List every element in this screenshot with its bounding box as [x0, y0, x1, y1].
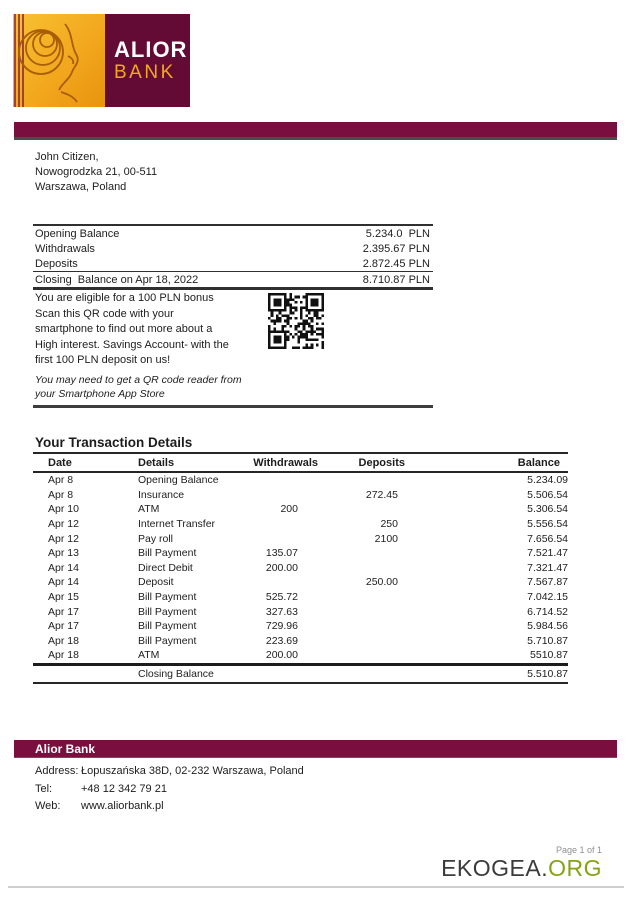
summary-label: Deposits — [35, 257, 78, 270]
cell-date: Apr 18 — [48, 634, 79, 647]
promo-note-line: You may need to get a QR code reader from — [35, 374, 242, 386]
table-row — [33, 634, 568, 649]
alior-bank-logo — [13, 14, 190, 107]
cell-balance: 6.714.52 — [527, 605, 568, 618]
summary-value: 2.872.45 PLN — [362, 257, 430, 270]
footer-row — [35, 798, 304, 816]
column-header-balance: Balance — [517, 456, 560, 469]
summary-label: Opening Balance — [35, 227, 120, 240]
footer-row — [35, 763, 304, 781]
table-row — [33, 604, 568, 619]
ekogea-brand[interactable] — [441, 856, 602, 881]
cell-details: Bill Payment — [138, 605, 197, 618]
address-line: Nowogrodzka 21, 00-511 — [35, 166, 158, 178]
closing-balance-value: 5.510.87 — [527, 667, 568, 680]
column-header-deposits: Deposits — [358, 456, 405, 469]
footer-row — [35, 781, 304, 799]
table-row — [33, 473, 568, 488]
promo-text-line: Scan this QR code with your — [35, 307, 174, 320]
cell-details: Pay roll — [138, 532, 174, 545]
cell-details: Insurance — [138, 488, 185, 501]
brand-dark-part: EKOGEA. — [441, 855, 549, 881]
summary-row — [33, 256, 433, 271]
summary-label: Withdrawals — [35, 242, 95, 255]
summary-value: 8.710.87 PLN — [362, 273, 430, 286]
cell-date: Apr 18 — [48, 649, 79, 662]
column-header-withdrawals: Withdrawals — [253, 456, 318, 469]
logo-wordmark — [105, 14, 190, 107]
promo-text-line: High interest. Savings Account- with the — [35, 338, 229, 351]
footer-label: Web: — [35, 800, 61, 812]
cell-balance: 7.042.15 — [527, 591, 568, 604]
cell-balance: 5.306.54 — [527, 503, 568, 516]
cell-balance: 5.234.09 — [527, 474, 568, 487]
cell-balance: 5.556.54 — [527, 518, 568, 531]
cell-date: Apr 12 — [48, 518, 79, 531]
summary-label: Closing Balance on Apr 18, 2022 — [35, 273, 199, 286]
balance-summary-table — [33, 224, 433, 290]
table-row — [33, 517, 568, 532]
footer-label: Tel: — [35, 782, 53, 795]
alior-logo-figure-icon — [13, 14, 105, 107]
cell-balance: 5.984.56 — [527, 620, 568, 633]
footer-bank-bar: Alior Bank — [14, 740, 617, 758]
summary-value: 5.234.0 PLN — [365, 227, 430, 240]
cell-details: ATM — [138, 649, 160, 662]
transactions-title: Your Transaction Details — [35, 435, 193, 450]
cell-balance: 7.656.54 — [527, 532, 568, 545]
table-row — [33, 561, 568, 576]
cell-details: Internet Transfer — [138, 518, 216, 531]
summary-value: 2.395.67 PLN — [362, 242, 430, 255]
footer-contact-info — [35, 763, 304, 816]
closing-balance-row — [33, 663, 568, 684]
table-row — [33, 575, 568, 590]
cell-details: Bill Payment — [138, 591, 197, 604]
cell-balance: 5.710.87 — [527, 634, 568, 647]
cell-details: Opening Balance — [138, 474, 219, 487]
cell-balance: 5510.87 — [530, 649, 568, 662]
cell-details: ATM — [138, 503, 160, 516]
cell-details: Direct Debit — [138, 561, 193, 574]
promo-note-line: your Smartphone App Store — [35, 388, 165, 400]
cell-balance: 5.506.54 — [527, 488, 568, 501]
table-row — [33, 531, 568, 546]
column-header-details: Details — [138, 456, 175, 469]
cell-date: Apr 12 — [48, 532, 79, 545]
table-row — [33, 488, 568, 503]
recipient-address — [35, 150, 157, 195]
footer-label: Address: — [35, 765, 79, 777]
cell-date: Apr 15 — [48, 591, 79, 604]
transactions-header-row — [33, 452, 568, 473]
cell-details: Bill Payment — [138, 620, 197, 633]
cell-balance: 7.321.47 — [527, 561, 568, 574]
footer-value[interactable]: www.aliorbank.pl — [81, 800, 164, 812]
cell-date: Apr 17 — [48, 620, 79, 633]
cell-date: Apr 17 — [48, 605, 79, 618]
footer-value[interactable]: Łopuszańska 38D, 02-232 Warszawa, Poland — [81, 765, 304, 777]
cell-deposits: 250.00 — [365, 576, 398, 589]
cell-details: Bill Payment — [138, 547, 197, 560]
cell-withdrawals: 223.69 — [265, 634, 298, 647]
address-line: Warszawa, Poland — [35, 181, 127, 193]
table-row — [33, 619, 568, 634]
table-row — [33, 648, 568, 663]
cell-withdrawals: 327.63 — [265, 605, 298, 618]
cell-withdrawals: 200.00 — [265, 561, 298, 574]
summary-row — [33, 226, 433, 241]
transactions-body — [33, 473, 568, 663]
cell-withdrawals: 729.96 — [265, 620, 298, 633]
qr-code — [268, 293, 324, 349]
transactions-table — [33, 452, 568, 684]
column-header-date: Date — [48, 456, 72, 469]
summary-row — [33, 241, 433, 256]
table-row — [33, 590, 568, 605]
cell-deposits: 250 — [380, 518, 398, 531]
cell-date: Apr 8 — [48, 474, 74, 487]
summary-row — [33, 271, 433, 287]
page-number: Page 1 of 1 — [555, 845, 602, 855]
cell-withdrawals: 525.72 — [265, 591, 298, 604]
cell-withdrawals: 200.00 — [265, 649, 298, 662]
promo-text-line: You are eligible for a 100 PLN bonus — [35, 292, 214, 304]
logo-alior-text: ALIOR — [114, 37, 188, 62]
cell-date: Apr 14 — [48, 576, 79, 589]
footer-value[interactable]: +48 12 342 79 21 — [81, 782, 167, 795]
cell-date: Apr 14 — [48, 561, 79, 574]
cell-date: Apr 8 — [48, 488, 74, 501]
table-row — [33, 546, 568, 561]
table-row — [33, 502, 568, 517]
closing-balance-label: Closing Balance — [138, 667, 214, 680]
promo-text-line: smartphone to find out more about a — [35, 323, 213, 335]
cell-balance: 7.521.47 — [527, 547, 568, 560]
cell-details: Deposit — [138, 576, 174, 589]
promo-note — [35, 373, 242, 401]
cell-withdrawals: 135.07 — [265, 547, 298, 560]
promo-text — [35, 291, 229, 369]
cell-date: Apr 13 — [48, 547, 79, 560]
logo-bank-text: BANK — [114, 62, 176, 83]
page-footer — [441, 845, 602, 881]
cell-date: Apr 10 — [48, 503, 79, 516]
bonus-promo-section — [33, 289, 433, 408]
cell-deposits: 272.45 — [365, 488, 398, 501]
address-line: John Citizen, — [35, 151, 99, 163]
bottom-divider-line — [8, 886, 624, 888]
cell-balance: 7.567.87 — [527, 576, 568, 589]
header-divider-bar — [14, 122, 617, 140]
brand-green-part: ORG — [548, 855, 602, 881]
cell-details: Bill Payment — [138, 634, 197, 647]
cell-deposits: 2100 — [374, 532, 398, 545]
cell-withdrawals: 200 — [280, 503, 298, 516]
promo-text-line: first 100 PLN deposit on us! — [35, 354, 171, 366]
